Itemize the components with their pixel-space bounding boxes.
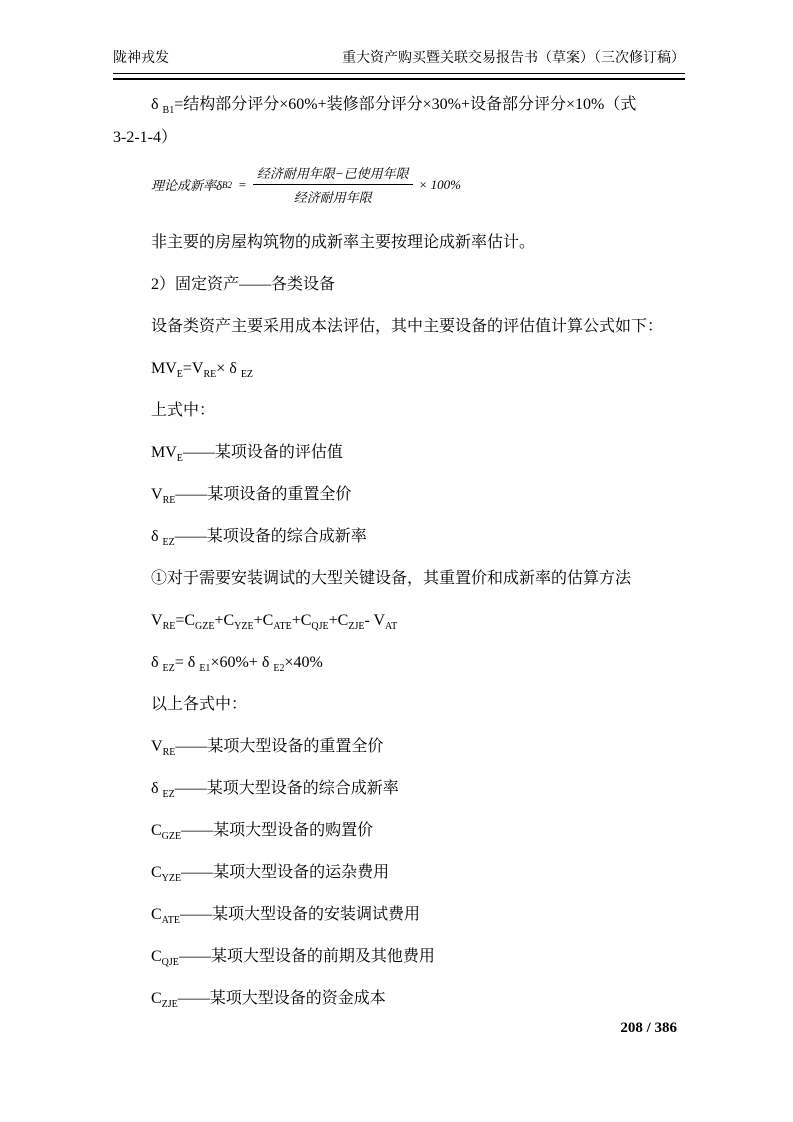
subscript: E: [176, 453, 183, 465]
subscript: GZE: [161, 831, 182, 843]
def-cgze: $C_{GZE}——$某项大型设备的购置价: [151, 822, 374, 843]
header-company-name: 陇神戎发: [113, 51, 169, 66]
def-vre-large: $V_{RE}——$某项大型设备的重置全价: [151, 738, 384, 759]
formula-suffix: × 100%: [418, 176, 461, 192]
subscript: EZ: [162, 663, 175, 675]
para-formula-delta-b1: δ $_{B1}$=结构部分评分×60%+装修部分评分×30%+设备部分评分×10%（式 3-2-1-4）: [113, 96, 637, 146]
formula-theoretical-newness-rate: 理论成新率δ B2 = $\frac{\text{经济耐用年限−已使用年限}}{\text{经济耐用年限}}$ × 100%: [151, 163, 685, 206]
para-equipment-cost-method: 设备类资产主要采用成本法评估，其中主要设备的评估值计算公式如下：: [151, 318, 664, 335]
fraction: [253, 163, 413, 206]
formula-vre: $V_{RE}=C_{GZE}+C_{YZE}+C_{ATE}+C_{QJE}+C_{ZJE}-$ $V_{AT}$: [151, 612, 398, 633]
subscript: RE: [162, 747, 176, 759]
subscript: E1: [199, 663, 211, 675]
subscript: YZE: [161, 873, 182, 885]
document-body: [113, 88, 685, 1024]
formula-mve: $MV_E=V_{RE}\times \delta$ $_{EZ}$: [151, 360, 254, 381]
subscript: RE: [162, 495, 176, 507]
formula-delta-ez: δ $_{EZ}$= δ $_{E1}$×60%+ δ $_{E2}$×40%: [151, 654, 323, 675]
subscript: QJE: [311, 621, 329, 633]
def-delta-ez-large: δ $_{EZ}$——某项大型设备的综合成新率: [151, 780, 399, 801]
equals-sign: =: [238, 176, 247, 192]
subscript: B1: [162, 105, 175, 117]
subscript: QJE: [161, 957, 179, 969]
subscript: ZJE: [161, 999, 178, 1011]
formula-prefix: 理论成新率δ: [151, 178, 223, 193]
def-cqje: $C_{QJE}——$某项大型设备的前期及其他费用: [151, 948, 435, 969]
subscript: RE: [162, 621, 176, 633]
subscript: GZE: [195, 621, 215, 633]
def-cate: $C_{ATE}——$某项大型设备的安装调试费用: [151, 906, 421, 927]
header-rule: [113, 78, 685, 80]
page-number: [620, 1018, 677, 1038]
subscript: EZ: [162, 789, 175, 801]
def-cyze: $C_{YZE}——$某项大型设备的运杂费用: [151, 864, 390, 885]
subscript: ATE: [273, 621, 292, 633]
def-czje: $C_{ZJE}——$某项大型设备的资金成本: [151, 990, 386, 1011]
para-in-above-formula: 上式中：: [151, 402, 216, 419]
subscript: E2: [273, 663, 285, 675]
subscript: RE: [203, 369, 217, 381]
def-vre: $V_{RE}——$某项设备的重置全价: [151, 486, 352, 507]
header-report-title: 重大资产购买暨关联交易报告书（草案）（三次修订稿）: [342, 51, 685, 66]
subscript: ZJE: [348, 621, 365, 633]
para-large-equipment-method: ①对于需要安装调试的大型关键设备，其重置价和成新率的估算方法: [151, 570, 632, 587]
subscript: AT: [385, 621, 398, 633]
subscript: YZE: [234, 621, 254, 633]
subscript: EZ: [162, 537, 175, 549]
page-header: [113, 48, 685, 80]
def-delta-ez: δ $_{EZ}$——某项设备的综合成新率: [151, 528, 367, 549]
fraction-numerator: 经济耐用年限−已使用年限: [253, 163, 413, 185]
def-mve: $MV_E——$某项设备的评估值: [151, 444, 343, 465]
heading-fixed-assets-equipment: 2）固定资产——各类设备: [151, 276, 336, 293]
fraction-denominator: 经济耐用年限: [293, 190, 372, 205]
subscript: E: [176, 369, 183, 381]
subscript: EZ: [240, 369, 254, 381]
para-non-major-structures: 非主要的房屋构筑物的成新率主要按理论成新率估计。: [151, 234, 536, 251]
para-in-above-formulas: 以上各式中：: [151, 696, 248, 713]
header-row: [113, 48, 685, 74]
page-number-text: 208 / 386: [620, 1020, 677, 1036]
subscript: ATE: [161, 915, 181, 927]
